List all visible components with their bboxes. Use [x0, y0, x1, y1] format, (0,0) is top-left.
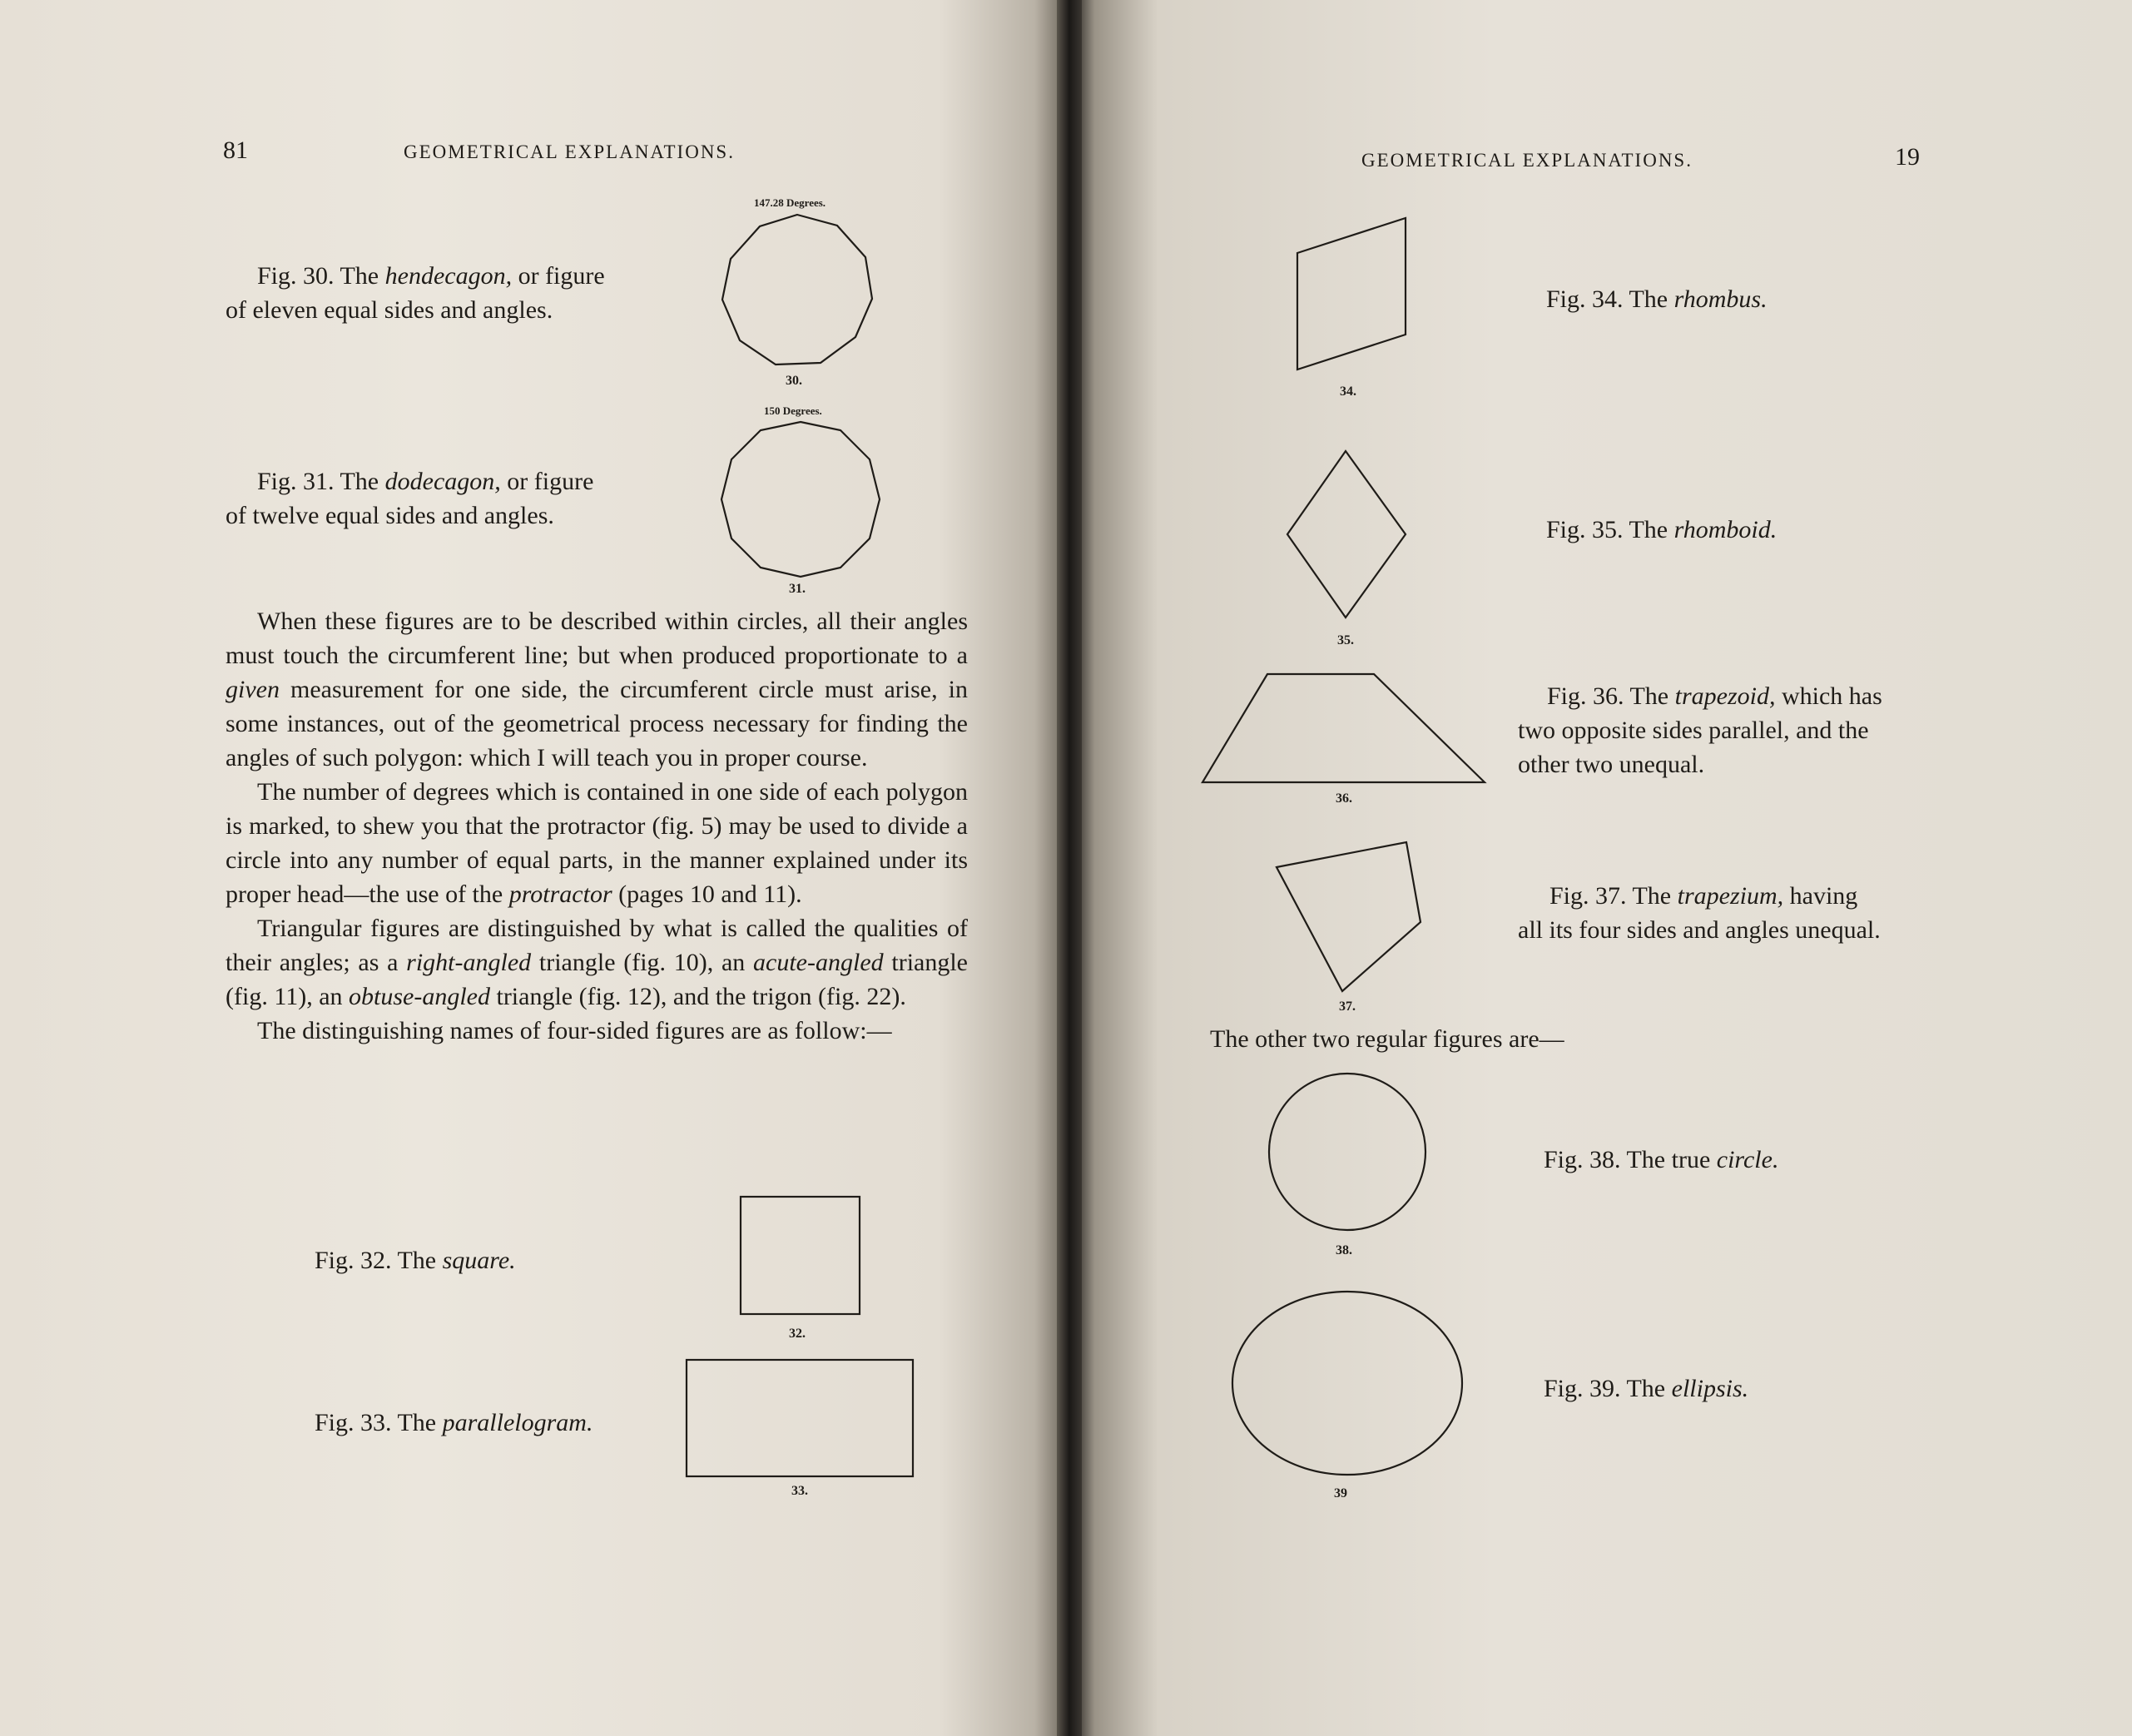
fig38-caption: Fig. 38. The true circle. — [1544, 1146, 1779, 1173]
fig37-caption-line1: Fig. 37. The trapezium, having — [1549, 882, 1858, 910]
right-running-head: GEOMETRICAL EXPLANATIONS. — [1361, 150, 1693, 171]
fig39-label: 39 — [1334, 1486, 1347, 1500]
ellipse-figure — [1232, 1292, 1462, 1475]
paragraph-1: When these figures are to be described within circles, all their angles must touch the circumferent line; but when produced proportionate to a given measurement for one side, the circumferent circle must arise, in some instances, out of the geometrical process necessary for finding the angles of such polygon: which I will teach you in proper course. — [226, 608, 968, 771]
regular-figures-intro: The other two regular figures are— — [1210, 1025, 1564, 1053]
fig34-label: 34. — [1340, 384, 1356, 399]
fig37-caption-line2: all its four sides and angles unequal. — [1518, 916, 1881, 944]
trapezium-figure — [1277, 842, 1421, 991]
hendecagon-figure — [722, 215, 872, 365]
fig31-caption-line2: of twelve equal sides and angles. — [226, 502, 554, 529]
fig30-caption-line1: Fig. 30. The hendecagon, or figure — [257, 262, 605, 290]
fig30-caption-line2: of eleven equal sides and angles. — [226, 296, 553, 324]
dodecagon-figure — [721, 422, 880, 577]
fig35-label: 35. — [1337, 633, 1354, 647]
fig30-label: 30. — [786, 374, 802, 388]
right-page-number: 19 — [1895, 143, 1920, 171]
fig36-caption-line1: Fig. 36. The trapezoid, which has — [1547, 682, 1882, 710]
rhombus-figure — [1297, 218, 1406, 370]
fig32-caption: Fig. 32. The square. — [315, 1247, 516, 1274]
fig36-caption-line3: other two unequal. — [1518, 751, 1705, 778]
fig31-degrees: 150 Degrees. — [764, 404, 822, 417]
fig33-label: 33. — [791, 1484, 808, 1498]
fig39-caption: Fig. 39. The ellipsis. — [1544, 1375, 1749, 1402]
parallelogram-figure — [687, 1360, 913, 1476]
fig38-label: 38. — [1336, 1243, 1352, 1257]
fig36-caption-line2: two opposite sides parallel, and the — [1518, 717, 1869, 744]
fig35-caption: Fig. 35. The rhomboid. — [1546, 516, 1777, 543]
circle-figure — [1269, 1074, 1425, 1230]
square-figure — [741, 1197, 860, 1314]
rhomboid-figure — [1287, 451, 1406, 618]
fig31-caption-line1: Fig. 31. The dodecagon, or figure — [257, 468, 594, 495]
fig34-caption: Fig. 34. The rhombus. — [1546, 285, 1768, 313]
paragraph-4: The distinguishing names of four-sided figures are as follow:— — [257, 1017, 892, 1044]
paragraph-3: Triangular figures are distinguished by what is called the qualities of their angles; as a right-angled triangle (fig. 10), an acute-angled triangle (fig. 11), an obtuse-angled triangle (fig. 12), and the trigon (fig. 22). — [226, 915, 968, 1010]
fig31-label: 31. — [789, 582, 806, 596]
paragraph-2: The number of degrees which is contained in one side of each polygon is marked, to shew you that the protractor (fig. 5) may be used to divide a circle into any number of equal parts, in the manner explained under its proper head—the use of the protractor (pages 10 and 11). — [226, 778, 968, 908]
fig32-label: 32. — [789, 1327, 806, 1341]
trapezoid-figure — [1202, 674, 1485, 782]
fig30-degrees: 147.28 Degrees. — [754, 196, 826, 209]
fig37-label: 37. — [1339, 999, 1356, 1014]
fig36-label: 36. — [1336, 791, 1352, 806]
left-page-number: 81 — [223, 136, 248, 164]
left-running-head: GEOMETRICAL EXPLANATIONS. — [404, 141, 735, 162]
fig33-caption: Fig. 33. The parallelogram. — [315, 1409, 593, 1436]
